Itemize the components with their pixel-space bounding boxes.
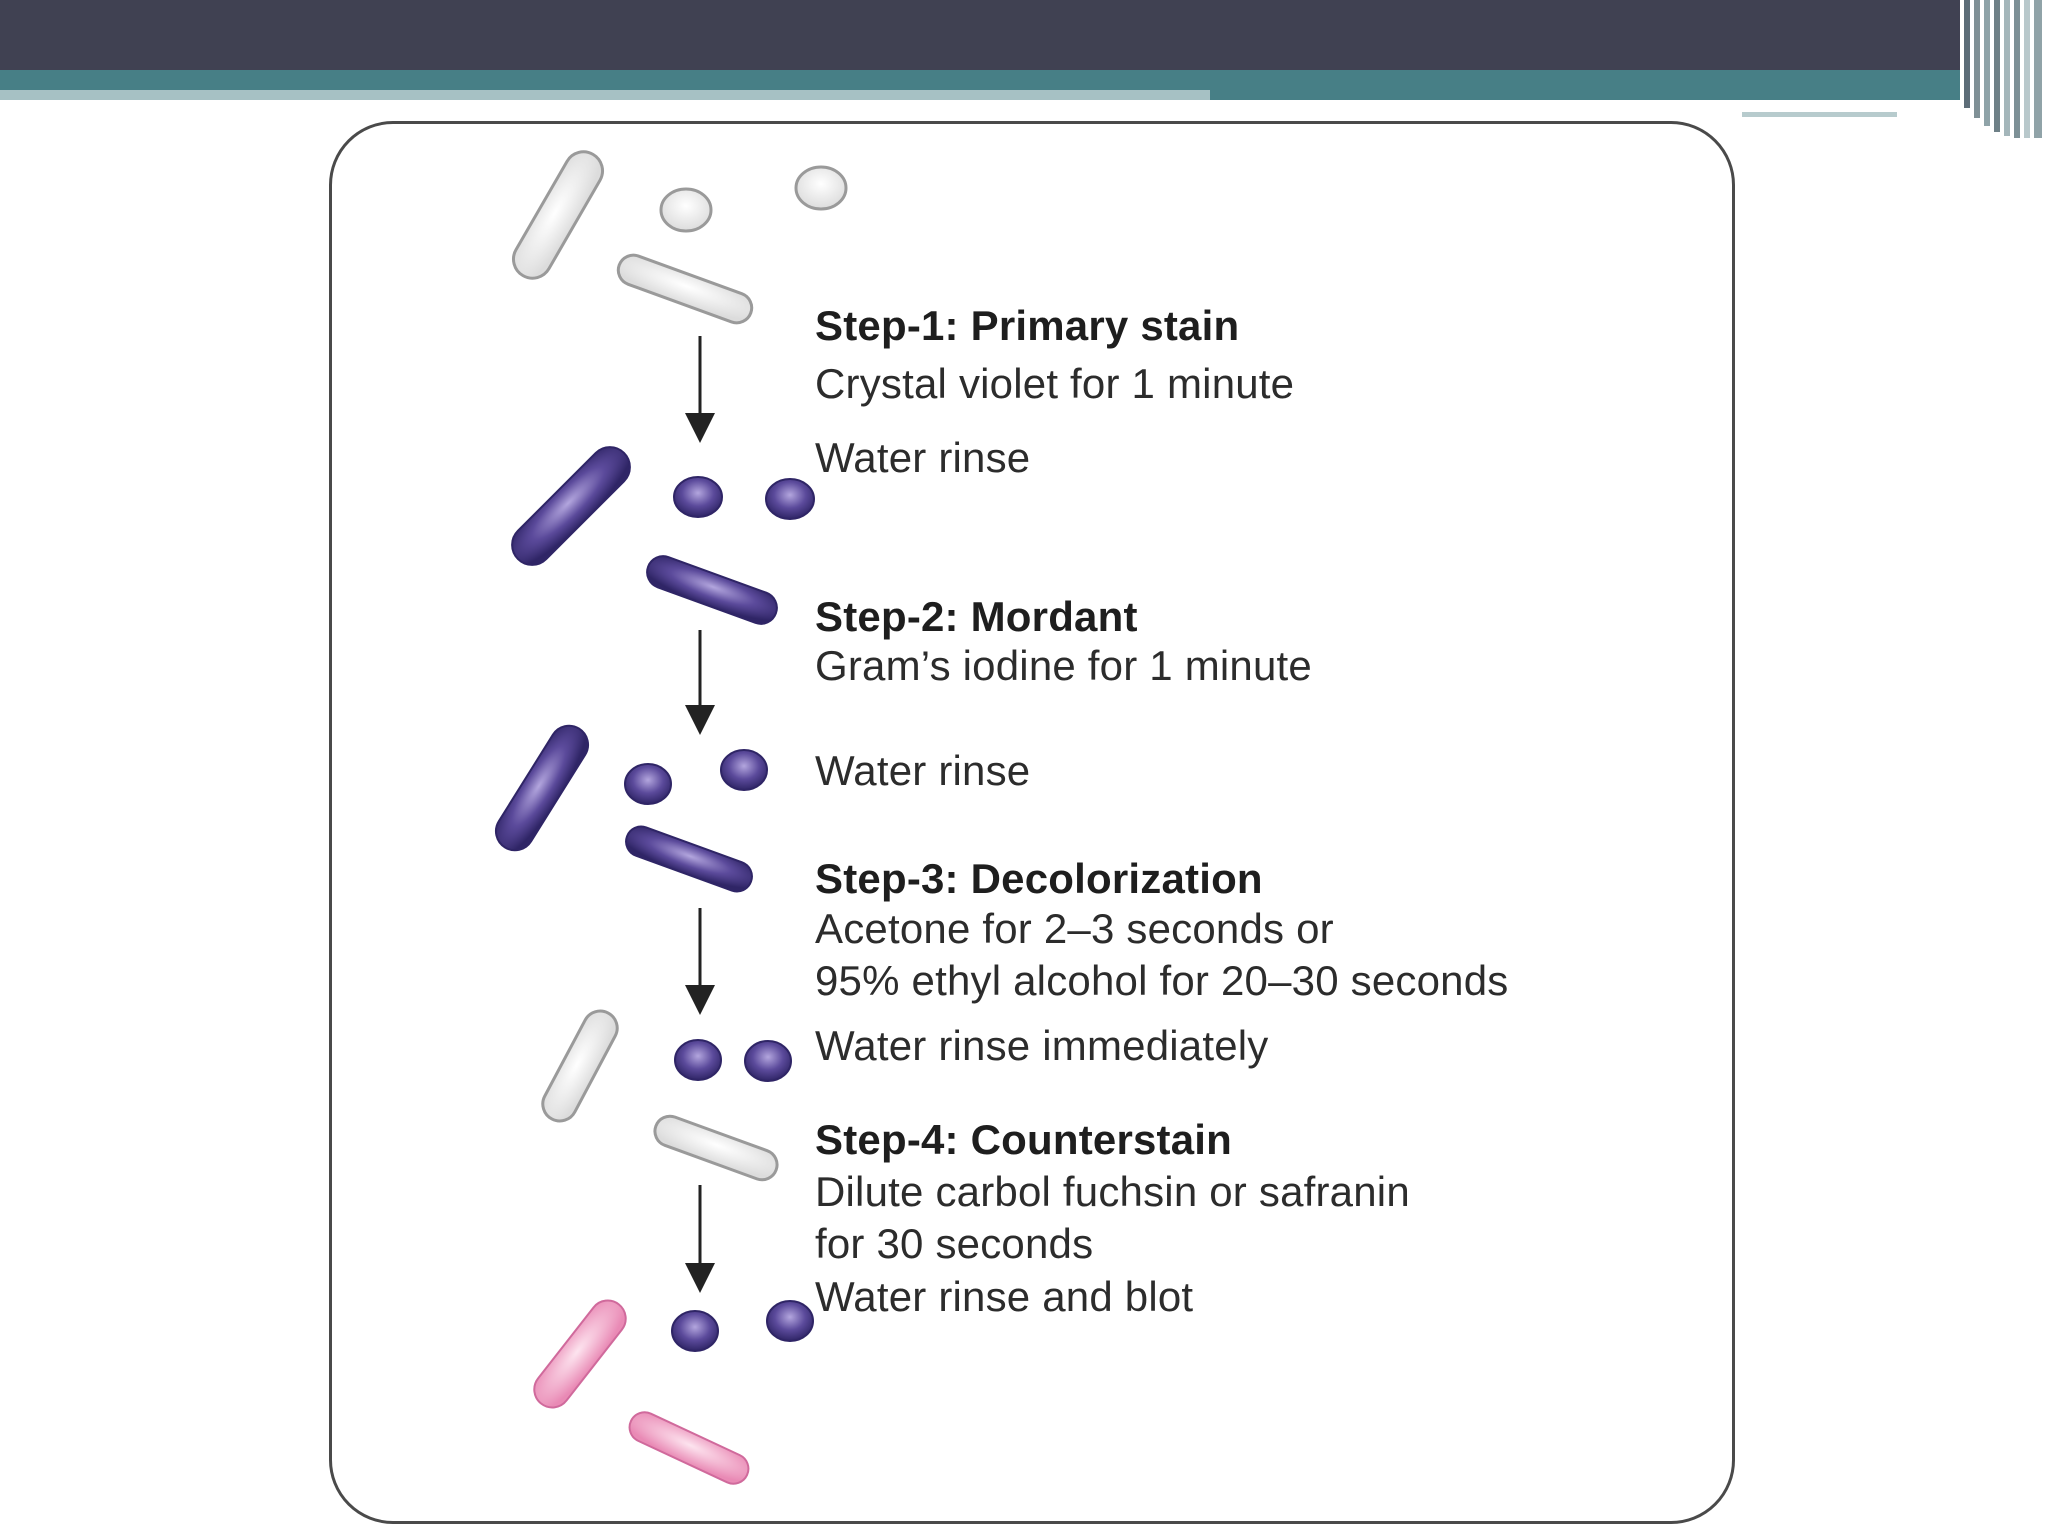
bacillus-cell <box>651 1112 782 1184</box>
step-4-line-3: Water rinse and blot <box>815 1273 1194 1320</box>
bacillus-cell <box>643 552 782 629</box>
bacillus-cell <box>622 822 756 895</box>
crystal-violet-bacteria <box>504 439 814 628</box>
coccus-cell <box>796 167 846 209</box>
bacillus-cell <box>625 1407 754 1488</box>
step-2-line-2: Water rinse <box>815 747 1031 794</box>
step-4-line-2: for 30 seconds <box>815 1220 1094 1267</box>
iodine-bacteria <box>489 719 767 896</box>
step-3-title: Step-3: Decolorization <box>815 855 1263 902</box>
step-3-line-1: Acetone for 2–3 seconds or <box>815 905 1334 952</box>
step-2-title: Step-2: Mordant <box>815 593 1138 640</box>
bacillus-cell <box>489 719 595 858</box>
decolorized-bacteria <box>537 1005 791 1184</box>
coccus-cell <box>674 477 722 517</box>
step-4-line-1: Dilute carbol fuchsin or safranin <box>815 1168 1410 1215</box>
unstained-bacteria <box>507 145 846 327</box>
coccus-cell <box>675 1040 721 1080</box>
coccus-cell <box>721 750 767 790</box>
step-1-line-2: Water rinse <box>815 434 1031 481</box>
coccus-cell <box>767 1301 813 1341</box>
bacillus-cell <box>537 1005 623 1127</box>
step-2-line-1: Gram’s iodine for 1 minute <box>815 642 1312 689</box>
step-4-title: Step-4: Counterstain <box>815 1116 1233 1163</box>
coccus-cell <box>672 1311 718 1351</box>
coccus-cell <box>661 189 711 231</box>
coccus-cell <box>745 1041 791 1081</box>
bacillus-cell <box>504 439 638 573</box>
step-1-line-1: Crystal violet for 1 minute <box>815 360 1295 407</box>
counterstained-bacteria <box>527 1293 813 1488</box>
coccus-cell <box>766 479 814 519</box>
coccus-cell <box>625 764 671 804</box>
step-1-title: Step-1: Primary stain <box>815 302 1240 349</box>
bacillus-cell <box>527 1293 633 1414</box>
step-3-line-3: Water rinse immediately <box>815 1022 1269 1069</box>
bacillus-cell <box>614 251 756 327</box>
step-3-line-2: 95% ethyl alcohol for 20–30 seconds <box>815 957 1509 1004</box>
bacillus-cell <box>507 145 610 285</box>
